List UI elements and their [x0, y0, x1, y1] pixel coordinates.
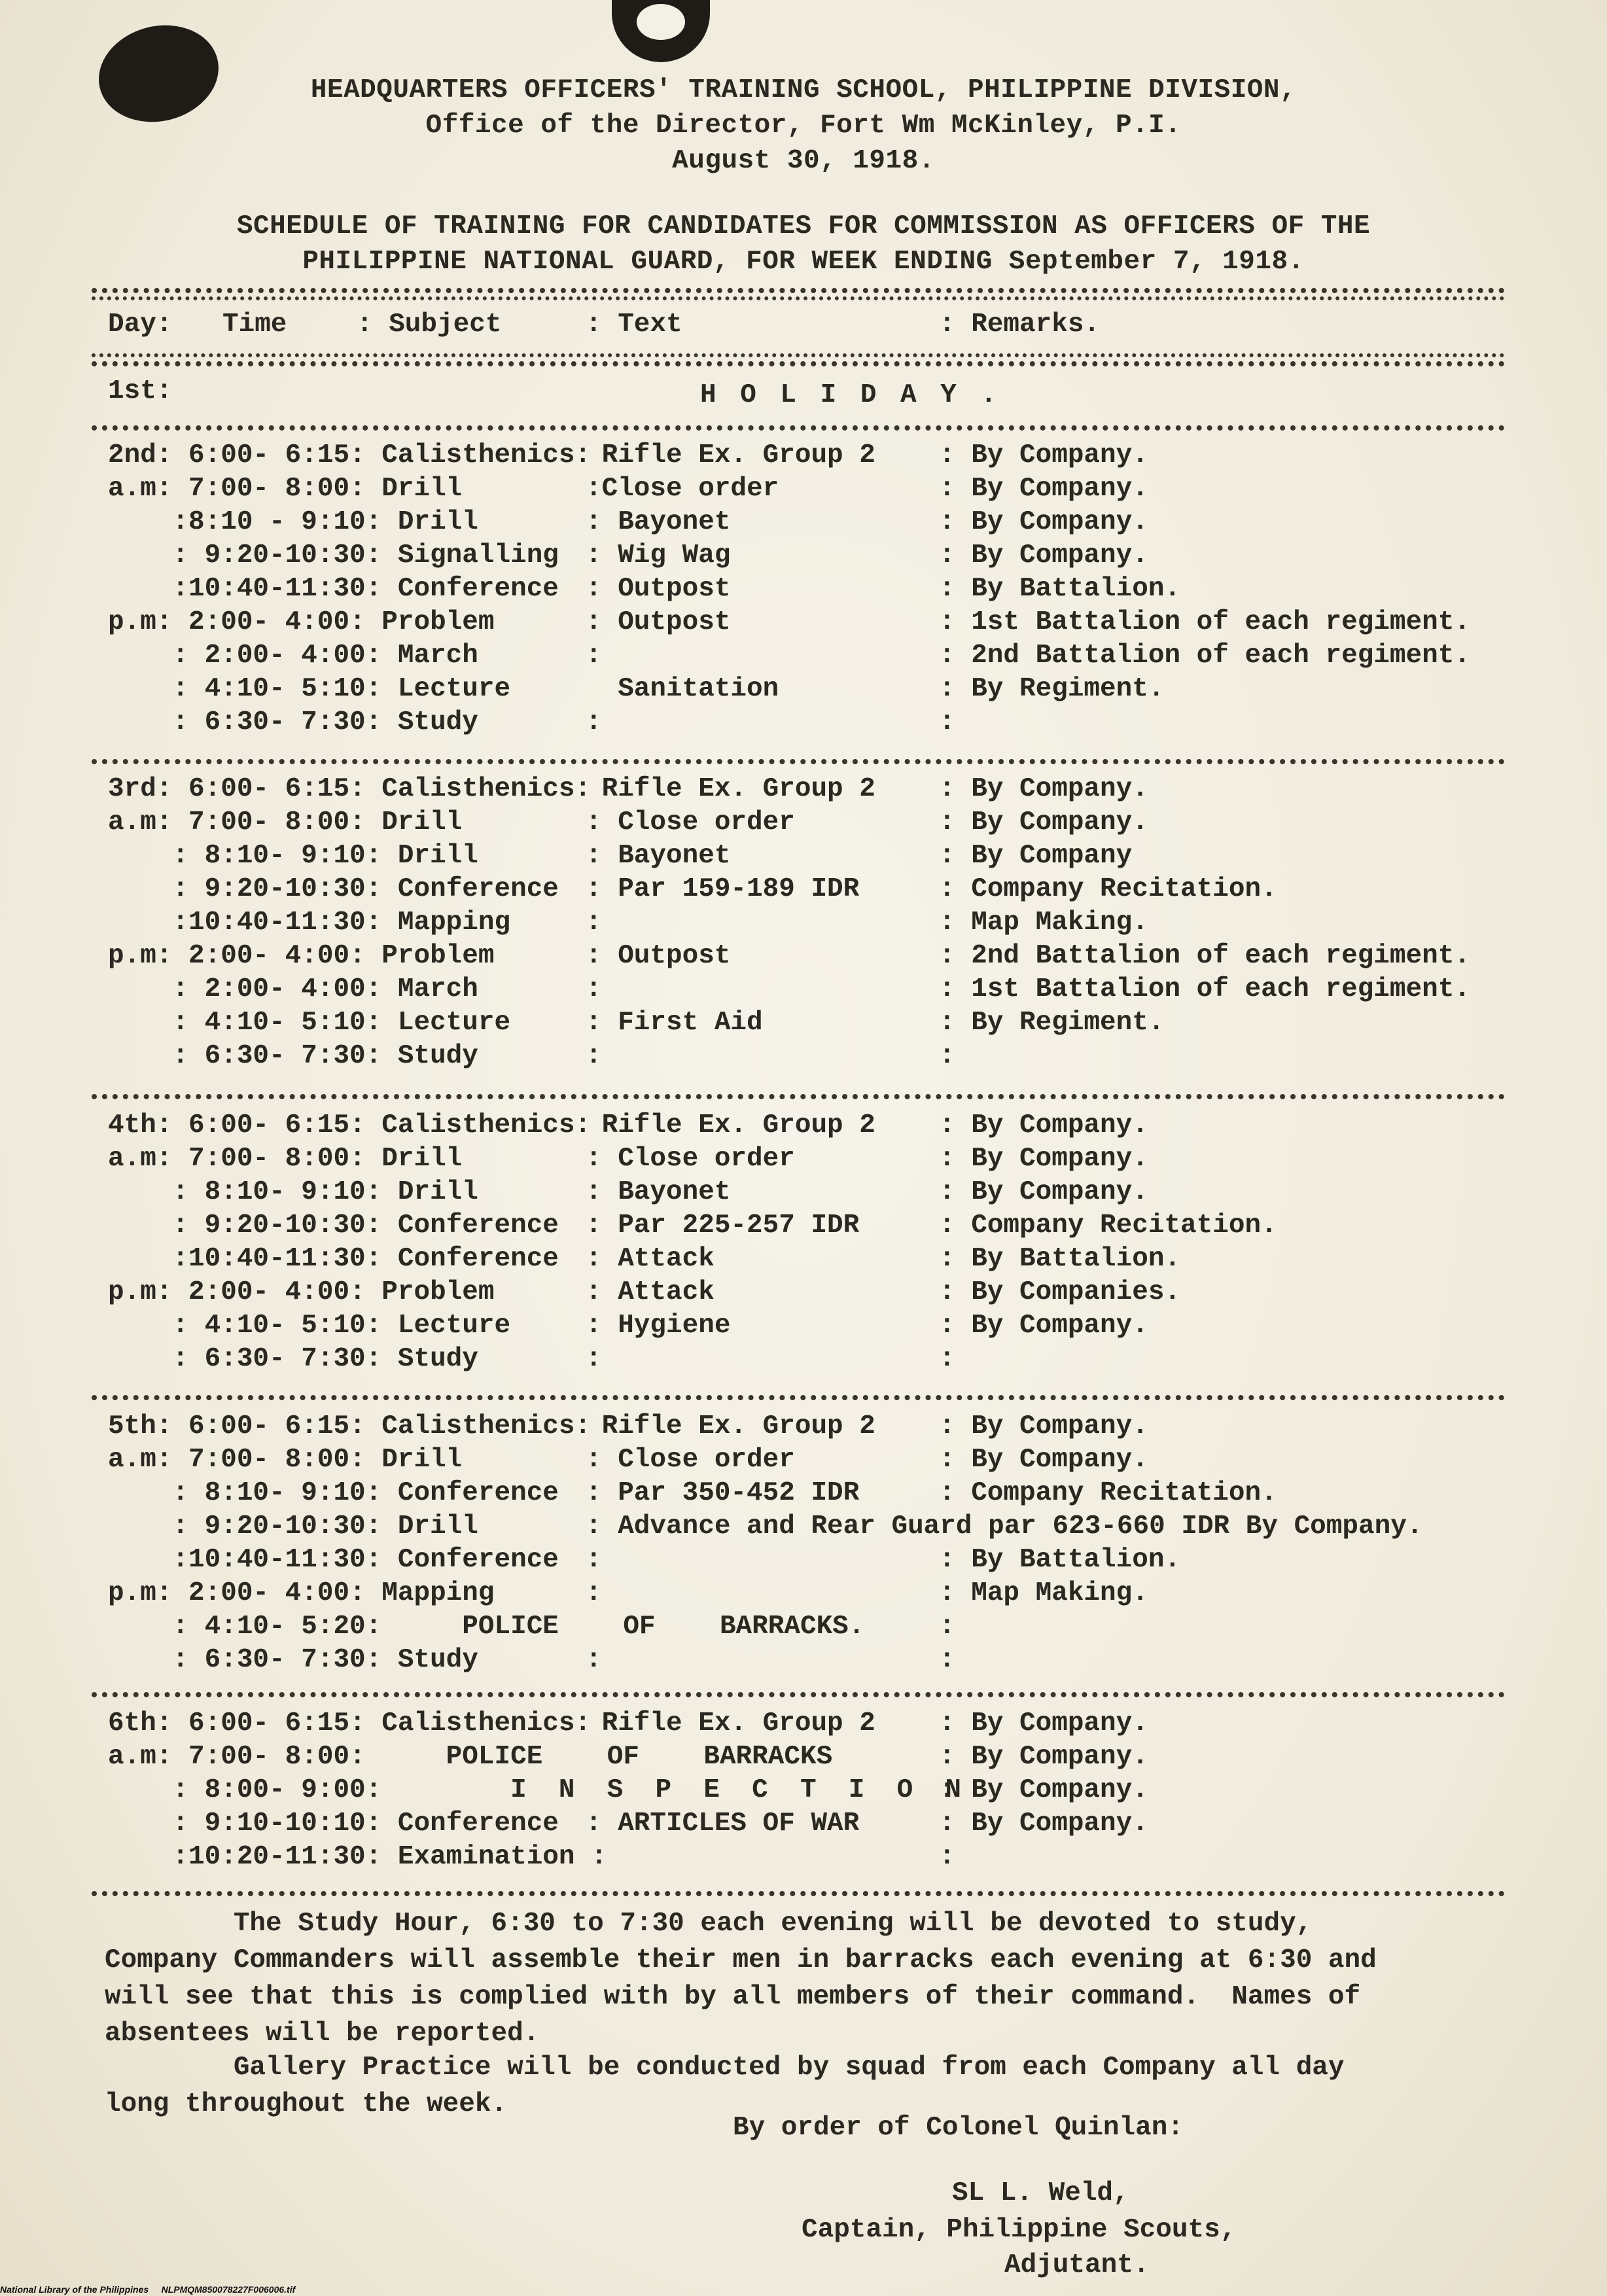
divider: [92, 1094, 1505, 1099]
divider: [92, 425, 1505, 431]
schedule-cell-text: :: [586, 1545, 602, 1575]
schedule-cell-time-subject: :10:20-11:30: Examination :: [108, 1842, 607, 1872]
footer-line: long throughout the week.: [105, 2089, 508, 2119]
schedule-cell-time-subject: p.m: 2:00- 4:00: Problem: [108, 941, 495, 971]
schedule-cell-time-subject: : 6:30- 7:30: Study: [108, 1645, 478, 1675]
footer-line: Gallery Practice will be conducted by squad from each Company all day: [105, 2053, 1345, 2083]
schedule-cell-remarks: : 2nd Battalion of each regiment.: [939, 941, 1470, 971]
schedule-cell-text: : Bayonet: [586, 1177, 731, 1207]
schedule-cell-time-subject: a.m: 7:00- 8:00: Drill: [108, 474, 463, 504]
day-1-label: 1st:: [108, 376, 173, 406]
schedule-cell-time-subject: :10:40-11:30: Conference: [108, 574, 559, 604]
schedule-cell-text: : Close order: [586, 1144, 795, 1174]
schedule-cell-text: Rifle Ex. Group 2: [586, 774, 875, 804]
schedule-cell-time-subject: a.m: 7:00- 8:00: POLICE OF BARRACKS: [108, 1742, 833, 1772]
schedule-cell-time-subject: : 2:00- 4:00: March: [108, 641, 478, 671]
schedule-cell-time-subject: :10:40-11:30: Mapping: [108, 908, 511, 938]
schedule-cell-text: : Bayonet: [586, 507, 731, 537]
schedule-cell-text: : First Aid: [586, 1008, 763, 1038]
schedule-cell-text: : Outpost: [586, 574, 731, 604]
schedule-cell-text: : ARTICLES OF WAR: [586, 1809, 860, 1839]
schedule-title-1: SCHEDULE OF TRAINING FOR CANDIDATES FOR COMMISSION AS OFFICERS OF THE: [236, 211, 1371, 241]
schedule-cell-time-subject: : 4:10- 5:10: Lecture: [108, 674, 511, 704]
schedule-cell-remarks: : By Company.: [939, 807, 1148, 838]
col-subject: : Subject: [357, 309, 502, 340]
schedule-cell-remarks: : By Company.: [939, 1144, 1148, 1174]
signature-rank: Captain, Philippine Scouts,: [802, 2215, 1237, 2245]
divider: [92, 1395, 1505, 1400]
schedule-cell-time-subject: a.m: 7:00- 8:00: Drill: [108, 1144, 463, 1174]
schedule-cell-remarks: : By Company.: [939, 1775, 1148, 1805]
signature-name: SL L. Weld,: [952, 2178, 1129, 2208]
divider: [92, 361, 1505, 366]
schedule-cell-text: :: [586, 1344, 602, 1374]
schedule-cell-text: :: [586, 974, 602, 1004]
schedule-cell-remarks: :: [939, 1612, 955, 1642]
schedule-cell-time-subject: a.m: 7:00- 8:00: Drill: [108, 1445, 463, 1475]
schedule-cell-remarks: : By Battalion.: [939, 574, 1181, 604]
schedule-cell-remarks: : By Company.: [939, 774, 1148, 804]
schedule-cell-remarks: : By Company.: [939, 474, 1148, 504]
schedule-cell-remarks: :: [939, 1842, 955, 1872]
header-date: August 30, 1918.: [672, 146, 935, 176]
schedule-cell-remarks: : By Regiment.: [939, 674, 1165, 704]
schedule-cell-text: : Close order: [586, 807, 795, 838]
schedule-cell-remarks: : By Company.: [939, 1110, 1148, 1140]
schedule-cell-remarks: :: [939, 1645, 955, 1675]
schedule-cell-text: : Attack: [586, 1277, 715, 1307]
schedule-cell-remarks: : By Company.: [939, 1742, 1148, 1772]
schedule-cell-text: : Close order: [586, 1445, 795, 1475]
schedule-cell-text: :Close order: [586, 474, 779, 504]
schedule-cell-text: :: [586, 1645, 602, 1675]
schedule-cell-remarks: : By Company.: [939, 1708, 1148, 1739]
schedule-cell-remarks: : By Company.: [939, 540, 1148, 571]
schedule-cell-time-subject: : 8:10- 9:10: Drill: [108, 841, 478, 871]
divider: [92, 296, 1505, 300]
schedule-cell-remarks: : 1st Battalion of each regiment.: [939, 974, 1470, 1004]
schedule-cell-time-subject: : 6:30- 7:30: Study: [108, 1344, 478, 1374]
schedule-cell-text: : Wig Wag: [586, 540, 731, 571]
divider: [92, 759, 1505, 764]
schedule-cell-remarks: : By Company.: [939, 1809, 1148, 1839]
schedule-cell-text: : Attack: [586, 1244, 715, 1274]
header-line-2: Office of the Director, Fort Wm McKinley, P.I.: [425, 111, 1182, 141]
signature-title: Adjutant.: [1004, 2250, 1150, 2280]
schedule-cell-text: Rifle Ex. Group 2: [586, 440, 875, 470]
schedule-cell-remarks: : By Company.: [939, 1311, 1148, 1341]
schedule-cell-text: : Hygiene: [586, 1311, 731, 1341]
schedule-cell-remarks: : By Company.: [939, 1445, 1148, 1475]
schedule-cell-text: : Bayonet: [586, 841, 731, 871]
schedule-cell-text: : Outpost: [586, 607, 731, 637]
schedule-cell-remarks: : Company Recitation.: [939, 1210, 1277, 1241]
divider: [92, 1891, 1505, 1896]
schedule-cell-time-subject: : 6:30- 7:30: Study: [108, 707, 478, 737]
schedule-cell-remarks: : By Company.: [939, 440, 1148, 470]
schedule-cell-remarks: :: [939, 1344, 955, 1374]
schedule-cell-text: : Advance and Rear Guard par 623-660 IDR By Company.: [586, 1511, 1423, 1542]
schedule-cell-remarks: : By Company: [939, 841, 1133, 871]
schedule-cell-time-subject: : 6:30- 7:30: Study: [108, 1041, 478, 1071]
schedule-cell-remarks: : 1st Battalion of each regiment.: [939, 607, 1470, 637]
schedule-cell-text: : Par 350-452 IDR: [586, 1478, 860, 1508]
schedule-cell-time-subject: : 9:20-10:30: Conference: [108, 874, 559, 904]
schedule-cell-remarks: :: [939, 1041, 955, 1071]
schedule-cell-remarks: : Company Recitation.: [939, 1478, 1277, 1508]
schedule-cell-time-subject: :10:40-11:30: Conference: [108, 1545, 559, 1575]
schedule-cell-time-subject: : 4:10- 5:20: POLICE OF BARRACKS.: [108, 1612, 865, 1642]
schedule-title-2: PHILIPPINE NATIONAL GUARD, FOR WEEK ENDING September 7, 1918.: [302, 247, 1305, 277]
schedule-cell-time-subject: : 2:00- 4:00: March: [108, 974, 478, 1004]
schedule-cell-time-subject: : 4:10- 5:10: Lecture: [108, 1311, 511, 1341]
archive-credit: National Library of the Philippines NLPMQM850078227F006006.tif: [0, 2284, 296, 2295]
divider: [92, 1692, 1505, 1697]
schedule-cell-remarks: : By Company.: [939, 1177, 1148, 1207]
schedule-cell-remarks: : By Company.: [939, 507, 1148, 537]
schedule-cell-time-subject: :8:10 - 9:10: Drill: [108, 507, 478, 537]
schedule-cell-time-subject: : 8:00- 9:00: I N S P E C T I O N: [108, 1775, 962, 1805]
schedule-cell-text: : Par 225-257 IDR: [586, 1210, 860, 1241]
schedule-cell-time-subject: : 8:10- 9:10: Drill: [108, 1177, 478, 1207]
schedule-cell-time-subject: : 9:20-10:30: Signalling: [108, 540, 559, 571]
schedule-cell-text: :: [586, 1578, 602, 1608]
schedule-cell-text: : Par 159-189 IDR: [586, 874, 860, 904]
divider: [92, 353, 1505, 357]
schedule-cell-time-subject: 4th: 6:00- 6:15: Calisthenics:: [108, 1110, 592, 1140]
schedule-cell-text: : Outpost: [586, 941, 731, 971]
schedule-cell-remarks: : By Regiment.: [939, 1008, 1165, 1038]
schedule-cell-time-subject: p.m: 2:00- 4:00: Mapping: [108, 1578, 495, 1608]
schedule-cell-text: :: [586, 1041, 602, 1071]
schedule-cell-text: Rifle Ex. Group 2: [586, 1708, 875, 1739]
schedule-cell-text: :: [586, 641, 602, 671]
schedule-cell-text: Sanitation: [586, 674, 779, 704]
schedule-cell-remarks: : 2nd Battalion of each regiment.: [939, 641, 1470, 671]
col-remarks: : Remarks.: [939, 309, 1101, 340]
schedule-cell-time-subject: 6th: 6:00- 6:15: Calisthenics:: [108, 1708, 592, 1739]
schedule-cell-time-subject: : 9:20-10:30: Drill: [108, 1511, 478, 1542]
schedule-cell-text: :: [586, 707, 602, 737]
schedule-cell-remarks: : By Battalion.: [939, 1545, 1181, 1575]
schedule-cell-time-subject: : 9:20-10:30: Conference: [108, 1210, 559, 1241]
footer-line: will see that this is complied with by all members of their command. Names of: [105, 1982, 1361, 2012]
footer-line: Company Commanders will assemble their men in barracks each evening at 6:30 and: [105, 1945, 1377, 1975]
schedule-cell-time-subject: :10:40-11:30: Conference: [108, 1244, 559, 1274]
schedule-cell-time-subject: 3rd: 6:00- 6:15: Calisthenics:: [108, 774, 592, 804]
schedule-cell-time-subject: a.m: 7:00- 8:00: Drill: [108, 807, 463, 838]
schedule-cell-text: :: [586, 908, 602, 938]
header-line-1: HEADQUARTERS OFFICERS' TRAINING SCHOOL, PHILIPPINE DIVISION,: [310, 75, 1297, 105]
holiday-text: H O L I D A Y .: [700, 380, 1001, 410]
schedule-cell-remarks: : By Companies.: [939, 1277, 1181, 1307]
col-text: : Text: [586, 309, 682, 340]
schedule-cell-remarks: : By Company.: [939, 1411, 1148, 1441]
schedule-cell-text: Rifle Ex. Group 2: [586, 1110, 875, 1140]
schedule-cell-time-subject: : 9:10-10:10: Conference: [108, 1809, 559, 1839]
schedule-cell-remarks: : Company Recitation.: [939, 874, 1277, 904]
schedule-cell-time-subject: : 8:10- 9:10: Conference: [108, 1478, 559, 1508]
schedule-cell-time-subject: : 4:10- 5:10: Lecture: [108, 1008, 511, 1038]
schedule-cell-remarks: : Map Making.: [939, 908, 1148, 938]
col-day: Day:: [108, 309, 173, 340]
schedule-cell-time-subject: 5th: 6:00- 6:15: Calisthenics:: [108, 1411, 592, 1441]
schedule-cell-time-subject: 2nd: 6:00- 6:15: Calisthenics:: [108, 440, 592, 470]
footer-line: absentees will be reported.: [105, 2019, 540, 2049]
schedule-cell-remarks: : Map Making.: [939, 1578, 1148, 1608]
schedule-cell-remarks: : By Battalion.: [939, 1244, 1181, 1274]
divider: [92, 288, 1505, 293]
schedule-cell-remarks: :: [939, 707, 955, 737]
col-time: Time: [222, 309, 287, 340]
footer-line: The Study Hour, 6:30 to 7:30 each evening will be devoted to study,: [105, 1909, 1313, 1939]
schedule-cell-time-subject: p.m: 2:00- 4:00: Problem: [108, 1277, 495, 1307]
order-line: By order of Colonel Quinlan:: [733, 2113, 1184, 2143]
schedule-cell-time-subject: p.m: 2:00- 4:00: Problem: [108, 607, 495, 637]
schedule-cell-text: Rifle Ex. Group 2: [586, 1411, 875, 1441]
punch-hole-right: [612, 0, 710, 62]
